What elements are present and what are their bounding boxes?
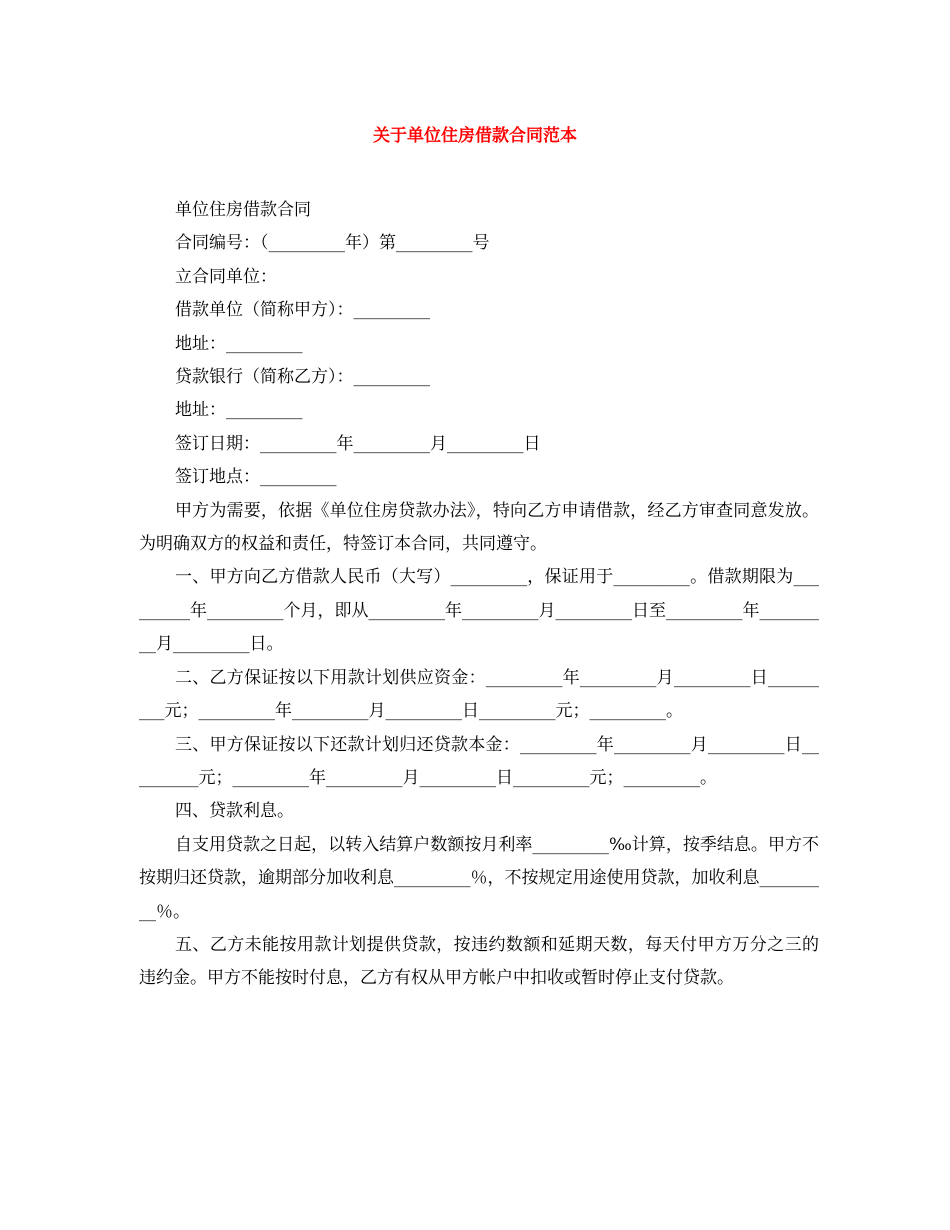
lender-line: 贷款银行（简称乙方）：_________	[175, 367, 430, 388]
document-title: 关于单位住房借款合同范本	[373, 126, 577, 146]
clause-3-paragraph: 三、甲方保证按以下还款计划归还贷款本金：_________年_________月_________日_________元；_________年_________月_________日_________元；_________。	[139, 734, 819, 788]
clause-5-paragraph: 五、乙方未能按用款计划提供贷款，按违约数额和延期天数，每天付甲方万分之三的违约金。甲方不能按时付息，乙方有权从甲方帐户中扣收或暂时停止支付贷款。	[139, 934, 819, 989]
preamble-paragraph: 甲方为需要，依据《单位住房贷款办法》，特向乙方申请借款，经乙方审查同意发放。为明确双方的权益和责任，特签订本合同，共同遵守。	[139, 500, 819, 555]
clause-4-paragraph: 自支用贷款之日起，以转入结算户数额按月利率_________‰计算，按季结息。甲方不按期归还贷款，逾期部分加收利息_________％，不按规定用途使用贷款，加收利息_________％。	[139, 834, 819, 922]
clause-1-paragraph: 一、甲方向乙方借款人民币（大写）_________，保证用于_________。借款期限为_________年_________个月，即从_________年_________月_________日至_________年_________月_________日。	[139, 567, 819, 655]
contracting-parties-heading: 立合同单位：	[175, 266, 277, 287]
document-body	[139, 194, 819, 996]
contract-name-line: 单位住房借款合同	[175, 200, 311, 220]
lender-address-line: 地址：_________	[175, 400, 303, 421]
clause-2-paragraph: 二、乙方保证按以下用款计划供应资金：_________年_________月_________日_________元；_________年_________月_________日_________元；_________。	[139, 667, 819, 722]
borrower-address-line: 地址：_________	[175, 333, 303, 354]
clause-4-heading: 四、贷款利息。	[175, 801, 294, 822]
signing-date-line: 签订日期：_________年_________月_________日	[175, 433, 541, 454]
contract-number-line: 合同编号：（_________年）第_________号	[175, 233, 490, 254]
borrower-line: 借款单位（简称甲方）：_________	[175, 300, 430, 321]
signing-place-line: 签订地点：_________	[175, 467, 337, 488]
